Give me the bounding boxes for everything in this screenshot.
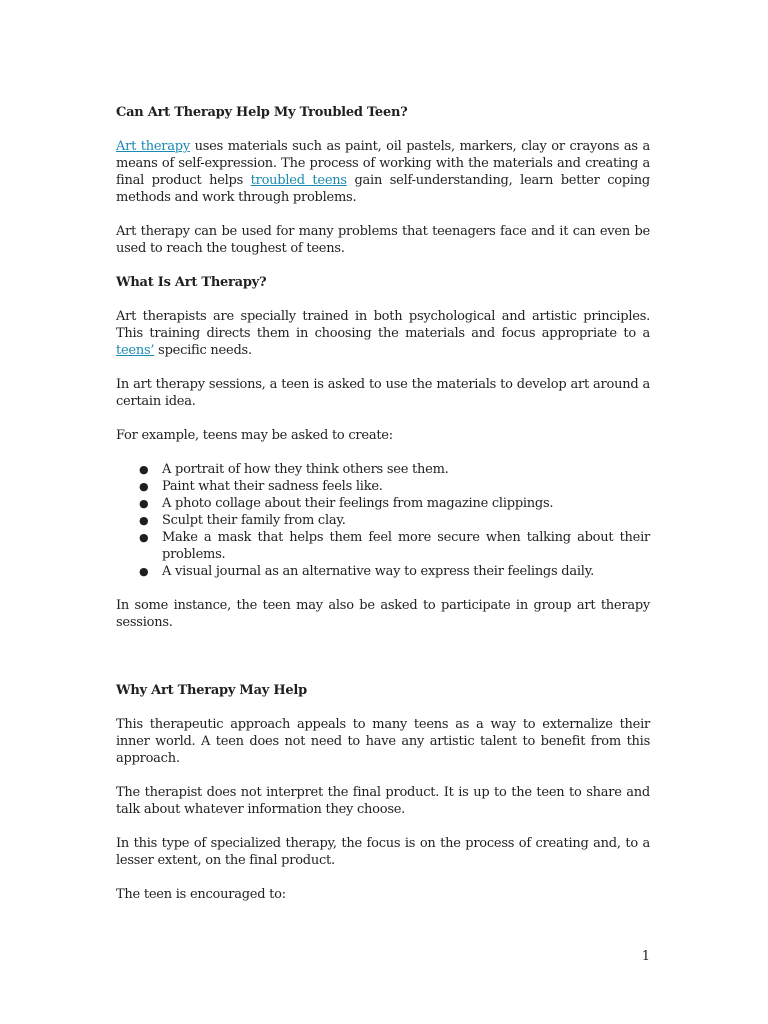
list-item <box>116 461 650 478</box>
paragraph-group-sessions: In some instance, the teen may also be asked to participate in group art therapy sessions. <box>116 598 650 630</box>
paragraph-approach: This therapeutic approach appeals to many teens as a way to externalize their inner world. A teen does not need to have any artistic talent to benefit from this approach. <box>116 717 650 766</box>
paragraph-intro-text-2: gain self-understanding, learn better coping methods and work through problems. <box>116 173 650 205</box>
paragraph-sessions: In art therapy sessions, a teen is asked to use the materials to develop art around a certain idea. <box>116 377 650 409</box>
bullet-icon: ● <box>139 463 149 476</box>
list-item-text: Paint what their sadness feels like. <box>162 479 383 494</box>
paragraph-example-intro: For example, teens may be asked to create: <box>116 428 393 443</box>
link-teens[interactable]: teens’ <box>116 343 155 358</box>
section-spacer <box>116 648 650 682</box>
paragraph-therapists <box>116 308 650 359</box>
bullet-icon: ● <box>139 531 149 544</box>
document-body <box>116 104 650 920</box>
paragraph-interpret: The therapist does not interpret the final product. It is up to the teen to share and talk about whatever information they choose. <box>116 785 650 817</box>
bullet-icon: ● <box>139 514 149 527</box>
list-item-text: Sculpt their family from clay. <box>162 513 346 528</box>
bullet-list-examples <box>116 461 650 580</box>
paragraph-therapists-text-2: specific needs. <box>154 343 252 358</box>
paragraph-uses: Art therapy can be used for many problems that teenagers face and it can even be used to reach the toughest of teens. <box>116 224 650 256</box>
paragraph-intro <box>116 138 650 206</box>
page-number: 1 <box>641 949 650 964</box>
bullet-icon: ● <box>139 480 149 493</box>
paragraph-intro-text-1: uses materials such as paint, oil pastels, markers, clay or crayons as a means of self-expression. The process of working with the materials and creating a final product helps <box>116 139 650 188</box>
list-item-text: A portrait of how they think others see them. <box>162 462 449 477</box>
paragraph-therapists-text-1: Art therapists are specially trained in both psychological and artistic principles. This training directs them in choosing the materials and focus appropriate to a <box>116 309 650 341</box>
list-item-text: Make a mask that helps them feel more secure when talking about their problems. <box>162 530 650 562</box>
heading-why-art-therapy-may-help: Why Art Therapy May Help <box>116 683 307 698</box>
paragraph-encouraged: The teen is encouraged to: <box>116 887 286 902</box>
bullet-icon: ● <box>139 497 149 510</box>
link-art-therapy[interactable]: Art therapy <box>116 139 190 154</box>
list-item-text: A visual journal as an alternative way to express their feelings daily. <box>162 564 594 579</box>
heading-can-art-therapy: Can Art Therapy Help My Troubled Teen? <box>116 105 408 120</box>
bullet-icon: ● <box>139 565 149 578</box>
list-item <box>116 563 650 580</box>
list-item <box>116 529 650 563</box>
list-item <box>116 495 650 512</box>
list-item-text: A photo collage about their feelings from magazine clippings. <box>162 496 554 511</box>
heading-what-is-art-therapy: What Is Art Therapy? <box>116 275 267 290</box>
list-item <box>116 512 650 529</box>
list-item <box>116 478 650 495</box>
paragraph-focus: In this type of specialized therapy, the focus is on the process of creating and, to a lesser extent, on the final product. <box>116 836 650 868</box>
link-troubled-teens[interactable]: troubled teens <box>250 173 347 188</box>
